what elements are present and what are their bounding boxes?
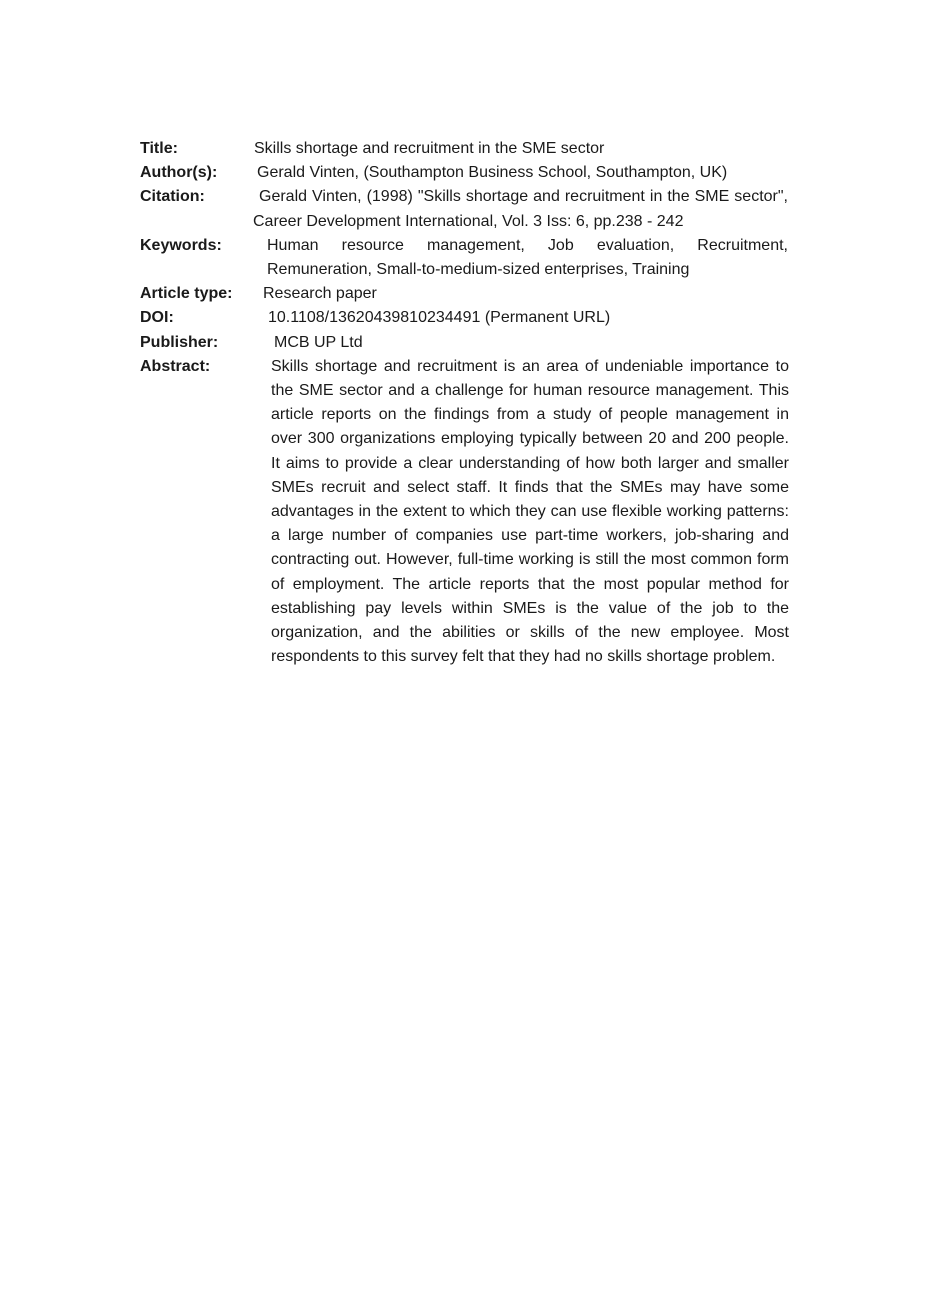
article-type-value: Research paper (263, 285, 377, 303)
article-type-label: Article type: (140, 285, 233, 303)
abstract-value: Skills shortage and recruitment is an area of undeniable importance to the SME sector and a challenge for human resource management. This article reports on the findings from a study of people management in over 300 organizations employing typically between 20 and 200 people. It aims to provide a clear understanding of how both larger and smaller SMEs recruit and select staff. It finds that the SMEs may have some advantages in the extent to which they can use flexible working patterns: a large number of companies use part-time workers, job-sharing and contracting out. However, full-time working is still the most common form of employment. The article reports that the most popular method for establishing pay levels within SMEs is the value of the job to the organization, and the abilities or skills of the new employee. Most respondents to this survey felt that they had no skills shortage problem. (271, 357, 789, 666)
citation-label: Citation: (140, 188, 205, 206)
keywords-row (140, 234, 800, 282)
doi-value: 10.1108/13620439810234491 (Permanent URL) (268, 309, 611, 327)
abstract-label: Abstract: (140, 357, 211, 375)
doi-label: DOI: (140, 309, 174, 327)
article-type-row (140, 282, 800, 306)
keywords-value: Human resource management, Job evaluation, Recruitment, Remuneration, Small-to-medium-sized enterprises, Training (267, 236, 788, 279)
keywords-label: Keywords: (140, 236, 222, 254)
abstract-row (140, 355, 800, 670)
citation-value: Gerald Vinten, (1998) "Skills shortage and recruitment in the SME sector", Career Development International, Vol. 3 Iss: 6, pp.238 - 242 (253, 188, 788, 230)
citation-row (140, 185, 800, 233)
publisher-row (140, 331, 800, 355)
authors-row (140, 161, 800, 185)
title-value: Skills shortage and recruitment in the SME sector (254, 140, 605, 157)
title-label: Title: (140, 140, 178, 157)
doi-row (140, 306, 800, 330)
authors-value: Gerald Vinten, (Southampton Business School, Southampton, UK) (257, 164, 728, 182)
title-row (140, 137, 800, 161)
article-metadata (140, 137, 800, 669)
publisher-value: MCB UP Ltd (274, 333, 363, 351)
publisher-label: Publisher: (140, 333, 219, 351)
authors-label: Author(s): (140, 164, 218, 182)
